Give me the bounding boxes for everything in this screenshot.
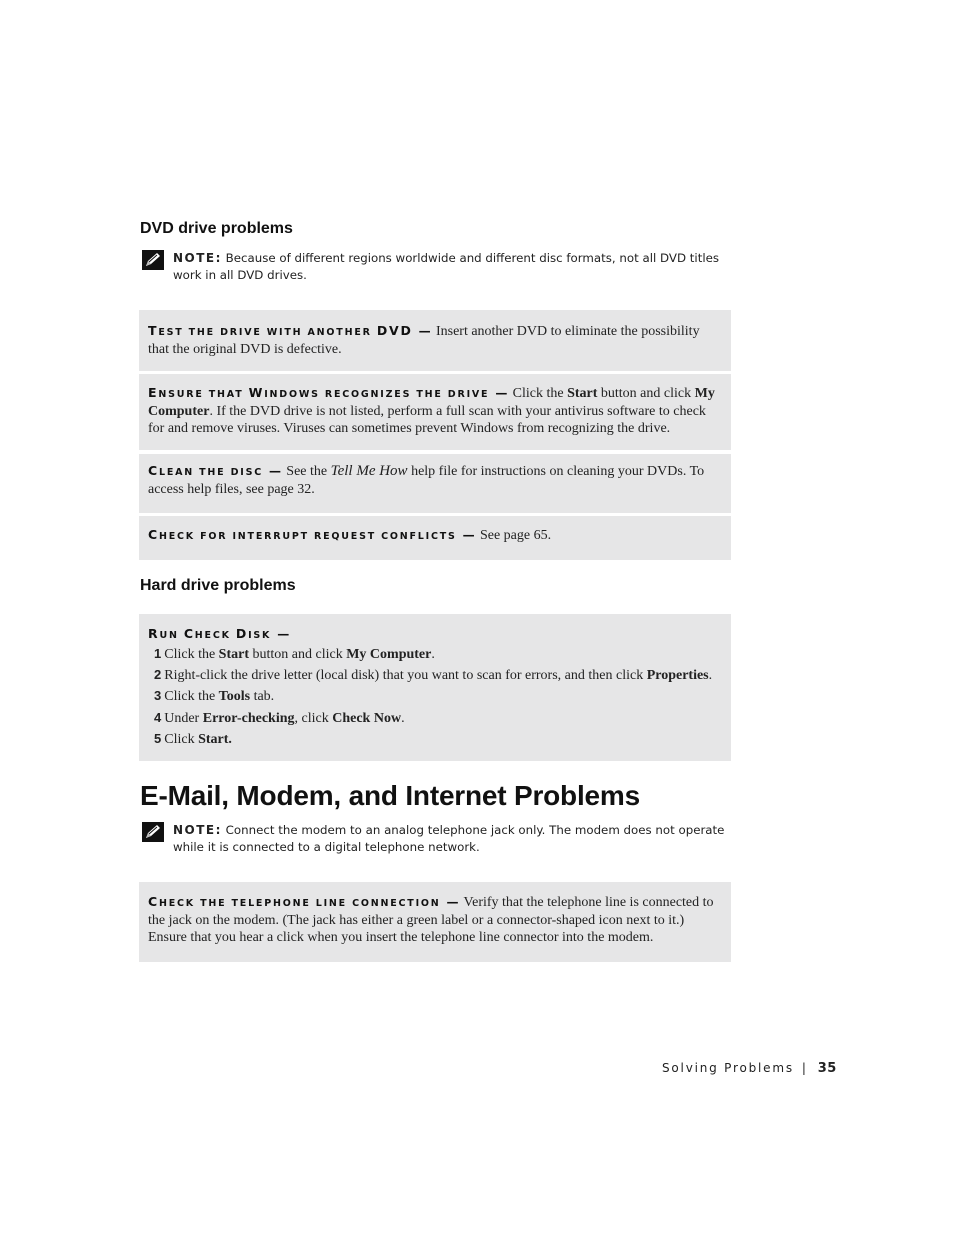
step-term: Error-checking [202,710,295,726]
heading-rest: ISK [248,630,272,641]
clean-text: See the [282,464,331,479]
start-term: Start [567,386,598,401]
step-term: Properties [646,668,709,684]
step-text: Click [164,731,199,747]
step-term: Start. [198,731,232,747]
list-item [154,686,722,707]
step-text: Right-click the drive letter (local disk) that you want to scan for errors, and then click [164,668,647,684]
step-text: Click the [164,689,219,705]
list-item [154,729,722,750]
heading-cap: R [148,626,160,641]
heading-rest: HECK FOR INTERRUPT REQUEST CONFLICTS [158,531,457,542]
step-term: Start [218,647,249,662]
step-term: Tools [218,689,251,705]
heading-cap: C [148,894,159,909]
heading-cap: C [148,463,159,478]
clean-text: help file for instructions on cleaning your DVDs. To access help files, see page 32. [148,464,705,497]
page-number: 35 [817,1061,837,1076]
ensure-windows-heading [148,385,510,400]
note-label: NOTE: [173,251,222,265]
step-text: Click the [164,647,219,662]
step-text: . [708,668,713,684]
step-text: tab. [250,689,275,705]
step-term: My Computer [346,647,432,662]
dvd-note-body: Because of different regions worldwide and different disc formats, not all DVD titles work in all DVD drives. [173,251,720,282]
heading-cap: C [183,626,195,641]
heading-cap: W [248,385,265,400]
telephone-line-text: Verify that the telephone line is connected to the jack on the modem. (The jack has either a green label or a connector-shaped icon next to it.) Ensure that you hear a click when you insert the telephone line connector into the modem. [148,895,714,945]
heading-dash: — [456,528,477,542]
test-drive-text: Insert another DVD to eliminate the possibility that the original DVD is defective. [148,324,700,357]
step-number: 4 [154,709,162,725]
check-disk-heading [148,625,722,644]
step-text: . [431,647,435,662]
irq-heading [148,527,477,542]
heading-rest: HECK THE TELEPHONE LINE CONNECTION [158,898,441,909]
heading-cap: C [148,527,159,542]
dvd-note-text [173,250,733,284]
telephone-line-heading [148,894,461,909]
list-item [154,644,722,665]
step-text: . [401,710,405,726]
footer-section-name: Solving Problems [662,1061,794,1075]
irq-conflicts-tip [139,516,731,560]
step-term: Check Now [332,710,402,726]
heading-cap: E [148,385,159,400]
hard-drive-section-heading: Hard drive problems [140,577,296,594]
heading-cap: T [148,323,159,338]
ensure-text: button and click [597,386,695,401]
step-text: button and click [249,647,347,662]
footer-separator: | [801,1061,808,1075]
step-number: 2 [154,667,162,683]
telephone-line-tip [139,882,731,962]
ensure-windows-tip [139,374,731,450]
heading-dash: — [440,895,461,909]
heading-cap: DVD [376,323,413,338]
step-text: , click [294,710,333,726]
page-footer [662,1061,837,1076]
heading-rest: INDOWS RECOGNIZES THE DRIVE [264,389,490,400]
heading-dash: — [489,386,510,400]
test-drive-heading [148,323,433,338]
list-item [154,665,722,686]
note-label: NOTE: [173,823,222,837]
heading-dash: — [412,324,433,338]
heading-rest: LEAN THE DISC [158,467,263,478]
email-note-text [173,822,733,856]
note-pencil-icon [142,250,164,270]
irq-text: See page 65. [476,528,552,543]
test-drive-tip [139,310,731,371]
check-disk-tip [139,614,731,761]
step-number: 5 [154,730,162,746]
clean-disc-tip [139,454,731,513]
step-number: 3 [154,688,162,704]
heading-dash: — [263,464,283,478]
step-text: Under [164,710,203,726]
heading-cap: D [235,626,249,641]
heading-dash: — [271,627,291,641]
ensure-text: . If the DVD drive is not listed, perform a full scan with your antivirus software to check for and remove viruses. Viruses can sometimes prevent Windows from recognizing the drive. [148,404,706,436]
my-computer-term: My Computer [148,386,715,419]
heading-rest: EST THE DRIVE WITH ANOTHER [158,327,377,338]
list-item [154,708,722,729]
note-pencil-icon [142,822,164,842]
step-number: 1 [154,646,162,661]
email-note-body: Connect the modem to an analog telephone jack only. The modem does not operate while it is connected to a digital telephone network. [173,823,725,854]
dvd-section-heading: DVD drive problems [140,220,293,237]
email-section-heading: E-Mail, Modem, and Internet Problems [140,780,640,811]
ensure-text: Click the [509,386,568,401]
tell-me-how-term: Tell Me How [330,463,408,479]
check-disk-steps [148,644,722,750]
heading-rest: HECK [194,630,236,641]
heading-rest: UN [159,630,184,641]
heading-rest: NSURE THAT [158,389,249,400]
clean-disc-heading [148,463,283,478]
